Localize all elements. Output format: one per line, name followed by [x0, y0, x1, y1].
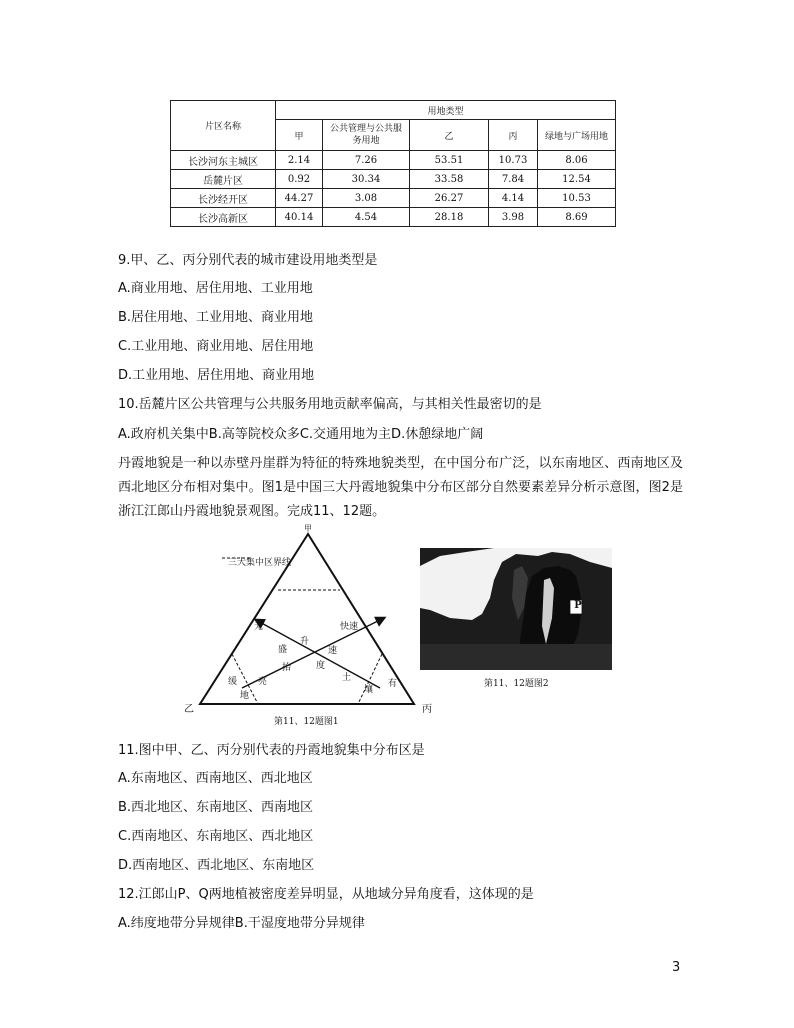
label-liang: 亮 [258, 677, 268, 687]
figure1-caption: 第11、12题图1 [274, 717, 339, 727]
header-zone: 片区名称 [171, 101, 276, 151]
table-caption [170, 92, 616, 100]
table-cell: 4.54 [323, 208, 410, 227]
label-wu: 无 [254, 622, 264, 632]
q9-option-b: B.居住用地、工业用地、商业用地 [118, 310, 314, 325]
label-qiao: 壤 [364, 685, 374, 695]
q11-option-b: B.西北地区、东南地区、西南地区 [118, 800, 314, 815]
label-huan: 缓 [228, 677, 238, 687]
col-header: 乙 [410, 120, 489, 151]
figure-1 [170, 524, 450, 737]
label-su: 速 [328, 646, 338, 656]
label-sheng: 盛 [278, 645, 288, 655]
label-tai: 抬 [282, 663, 292, 673]
table-cell: 12.54 [538, 170, 616, 189]
q9-stem: 9.甲、乙、丙分别代表的城市建设用地类型是 [118, 253, 378, 268]
arrow-soil [256, 620, 380, 688]
table-row [171, 170, 616, 189]
table-row [171, 208, 616, 227]
col-header: 甲 [276, 120, 323, 151]
figure2-caption: 第11、12题图2 [484, 679, 549, 689]
table-cell: 2.14 [276, 151, 323, 170]
label-diao: 地 [240, 691, 250, 701]
vertex-yi: 乙 [184, 704, 194, 715]
table-cell: 28.18 [410, 208, 489, 227]
q11-option-c: C.西南地区、东南地区、西北地区 [118, 829, 314, 844]
table-row [171, 189, 616, 208]
table-cell: 4.14 [489, 189, 538, 208]
zone-name: 岳麓片区 [171, 170, 276, 189]
figure-2 [420, 548, 612, 689]
table-cell: 7.26 [323, 151, 410, 170]
table-cell: 40.14 [276, 208, 323, 227]
zone-name: 长沙经开区 [171, 189, 276, 208]
label-du: 度 [316, 661, 326, 671]
legend-label: 三大集中区界线 [228, 558, 292, 568]
table-cell: 10.53 [538, 189, 616, 208]
zone-boundary-right [358, 654, 382, 704]
triangle-diagram [170, 528, 450, 733]
marker-p: P [574, 600, 582, 611]
q9-option-c: C.工业用地、商业用地、居住用地 [118, 339, 314, 354]
zone-name: 长沙河东主城区 [171, 151, 276, 170]
page-number: 3 [672, 960, 681, 975]
q9-option-d: D.工业用地、居住用地、商业用地 [118, 368, 315, 383]
label-sheng2: 升 [300, 637, 310, 647]
table-cell: 26.27 [410, 189, 489, 208]
q10-options: A.政府机关集中B.高等院校众多C.交通用地为主D.休憩绿地广阔 [118, 427, 484, 442]
table-cell: 8.69 [538, 208, 616, 227]
table-cell: 3.08 [323, 189, 410, 208]
table-cell: 10.73 [489, 151, 538, 170]
q12-options: A.纬度地带分异规律B.干湿度地带分异规律 [118, 916, 365, 931]
table-cell: 8.06 [538, 151, 616, 170]
land-use-table-block [170, 92, 616, 227]
table-cell: 44.27 [276, 189, 323, 208]
col-header: 公共管理与公共服务用地 [323, 120, 410, 151]
q12-stem: 12.江郎山P、Q两地植被密度差异明显，从地域分异角度看，这体现的是 [118, 887, 534, 902]
label-tu: 土 [342, 673, 352, 683]
header-group: 用地类型 [276, 101, 616, 120]
land-use-table [170, 100, 616, 227]
label-kuaisu: 快速 [340, 622, 359, 632]
col-header: 丙 [489, 120, 538, 151]
q11-option-a: A.东南地区、西南地区、西北地区 [118, 771, 313, 786]
vertex-jia: 甲 [304, 524, 312, 533]
q9-option-a: A.商业用地、居住用地、工业用地 [118, 281, 313, 296]
danxia-intro: 丹霞地貌是一种以赤壁丹崖群为特征的特殊地貌类型，在中国分布广泛，以东南地区、西南地区及西北地区分布相对集中。图1是中国三大丹霞地貌集中分布区部分自然要素差异分析示意图，图2是浙江江郎山丹霞地貌景观图。完成11、12题。 [118, 456, 683, 519]
q10-stem: 10.岳麓片区公共管理与公共服务用地贡献率偏高，与其相关性最密切的是 [118, 397, 542, 412]
table-cell: 33.58 [410, 170, 489, 189]
table-cell: 0.92 [276, 170, 323, 189]
table-cell: 30.34 [323, 170, 410, 189]
table-row [171, 151, 616, 170]
vertex-bing: 丙 [422, 704, 432, 715]
table-cell: 7.84 [489, 170, 538, 189]
q11-option-d: D.西南地区、西北地区、东南地区 [118, 858, 315, 873]
label-you: 有 [388, 679, 398, 689]
q11-stem: 11.图中甲、乙、丙分别代表的丹霞地貌集中分布区是 [118, 743, 425, 758]
table-cell: 3.98 [489, 208, 538, 227]
table-cell: 53.51 [410, 151, 489, 170]
zone-name: 长沙高新区 [171, 208, 276, 227]
col-header: 绿地与广场用地 [538, 120, 616, 151]
